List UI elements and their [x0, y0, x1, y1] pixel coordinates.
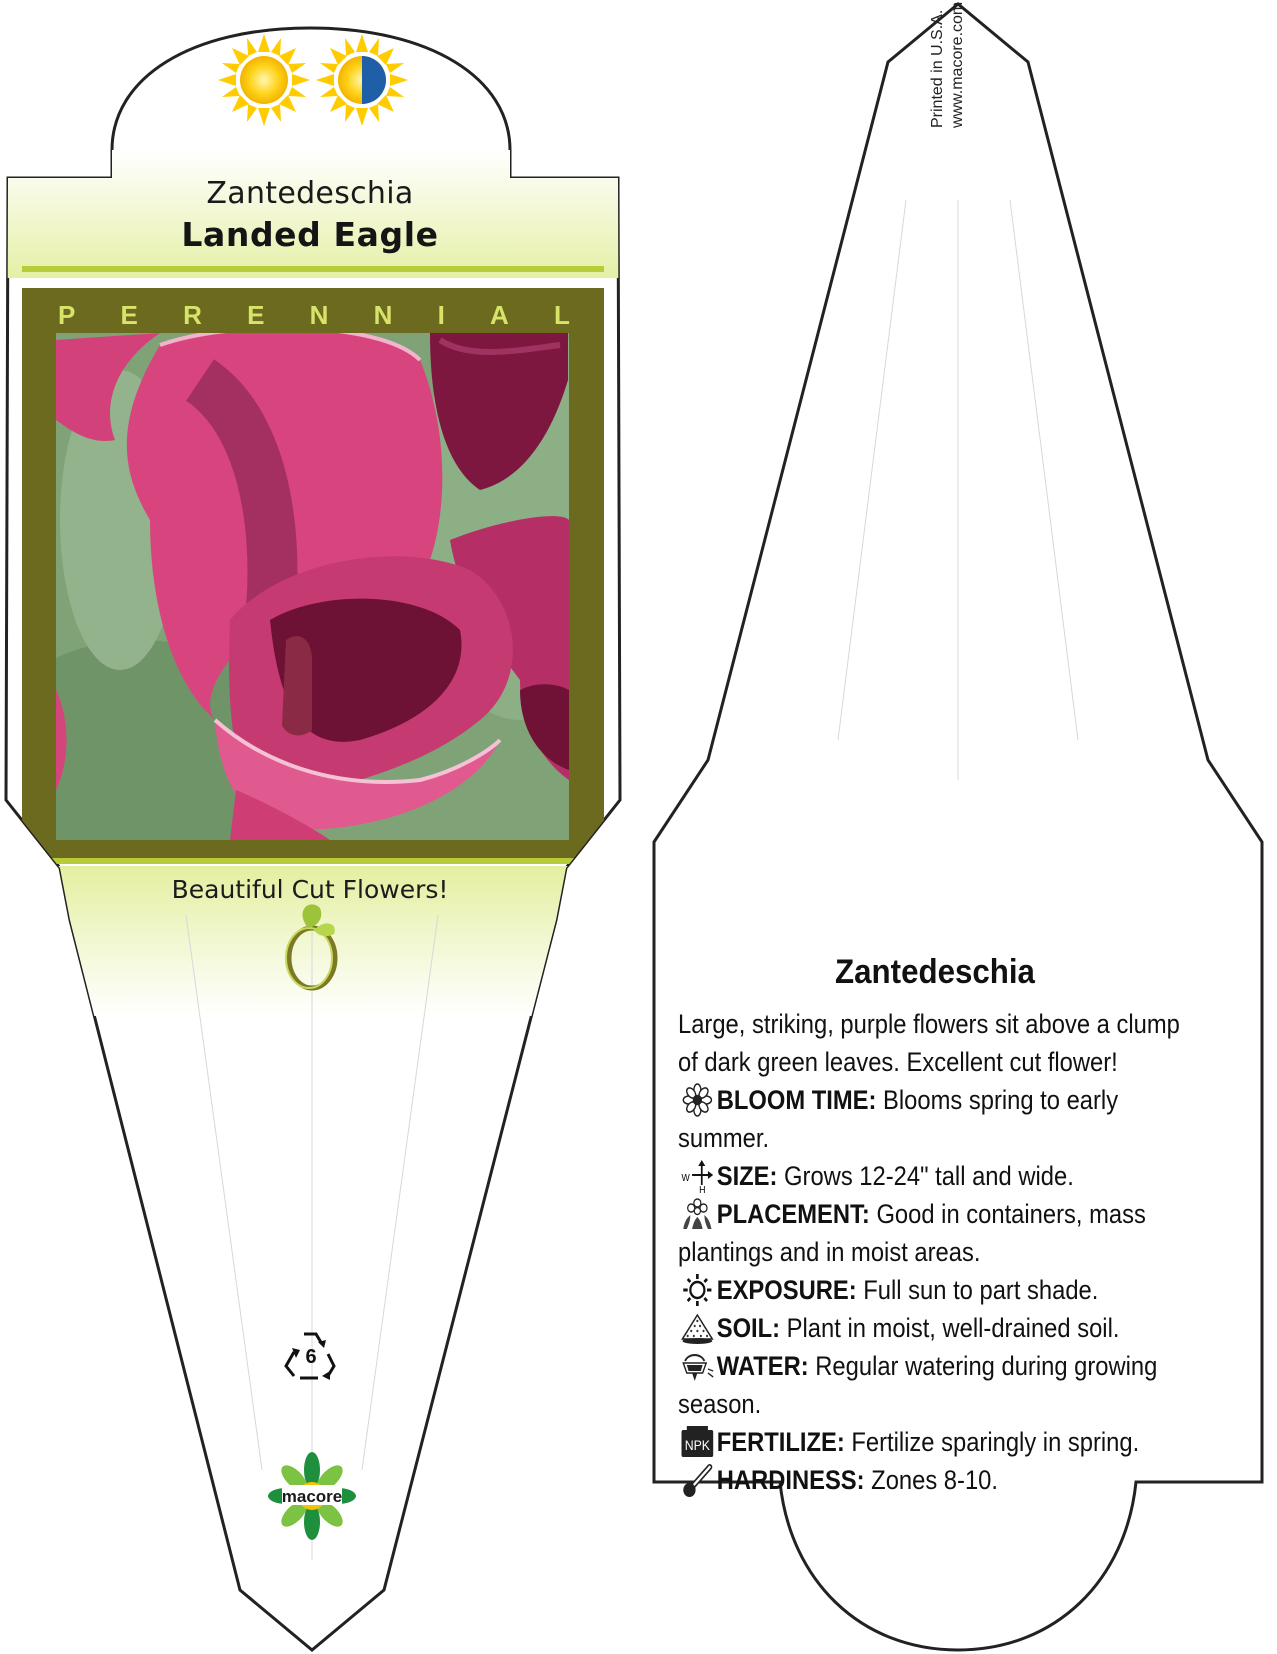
attribute-exposure: [678, 1271, 1204, 1309]
category-letter: A: [490, 300, 509, 330]
front-tag: [0, 28, 640, 1650]
attribute-text: Grows 12-24" tall and wide.: [777, 1161, 1074, 1191]
attribute-water: [678, 1347, 1204, 1423]
attribute-label: FERTILIZE:: [716, 1427, 845, 1457]
variety-name: Landed Eagle: [181, 215, 439, 254]
attribute-bloom: [678, 1081, 1204, 1157]
attribute-label: EXPOSURE:: [716, 1275, 857, 1305]
attribute-soil: [678, 1309, 1204, 1347]
recycle-number: 6: [305, 1346, 317, 1368]
npk-text: NPK: [684, 1437, 711, 1454]
attribute-label: BLOOM TIME:: [716, 1085, 877, 1115]
category-letter: N: [309, 300, 329, 330]
category-letter: P: [58, 300, 76, 330]
care-info: [678, 1005, 1204, 1499]
tagline: Beautiful Cut Flowers!: [171, 875, 449, 904]
description: Large, striking, purple flowers sit above a clump of dark green leaves. Excellent cut flower!: [678, 1009, 1180, 1077]
category-letter: E: [120, 300, 138, 330]
sun-outline-icon: [678, 1271, 717, 1309]
soil-icon: [678, 1309, 717, 1347]
website: www.macore.com: [949, 1, 966, 128]
printed-in: Printed in U.S.A.: [929, 9, 946, 128]
attribute-text: Fertilize sparingly in spring.: [844, 1427, 1140, 1457]
flower-photo: [0, 320, 630, 880]
brand-name: macore: [281, 1487, 343, 1506]
attribute-label: HARDINESS:: [716, 1465, 865, 1495]
attribute-size: [678, 1157, 1204, 1195]
attribute-label: SOIL:: [716, 1313, 781, 1343]
size-w-letter: W: [681, 1171, 690, 1184]
attribute-text: Good in containers, mass plantings and in moist areas.: [678, 1199, 1146, 1267]
category-letter: I: [437, 300, 445, 330]
npk-icon: [678, 1423, 717, 1461]
attribute-text: Blooms spring to early summer.: [678, 1085, 1119, 1153]
watering-can-icon: [678, 1347, 717, 1385]
flower-icon: [678, 1081, 717, 1119]
attribute-fertilize: [678, 1423, 1204, 1461]
attribute-hardiness: [678, 1461, 1204, 1499]
category-letter: R: [183, 300, 202, 330]
attribute-label: PLACEMENT:: [716, 1199, 870, 1229]
size-arrows-icon: [678, 1157, 717, 1195]
thermometer-icon: [678, 1461, 717, 1499]
attribute-placement: [678, 1195, 1204, 1271]
category-label: [58, 300, 570, 330]
placement-icon: [678, 1195, 717, 1233]
attribute-label: SIZE:: [716, 1161, 778, 1191]
back-title: Zantedeschia: [835, 953, 1035, 991]
category-letter: L: [554, 300, 570, 330]
category-letter: E: [247, 300, 265, 330]
attribute-label: WATER:: [716, 1351, 809, 1381]
attribute-text: Regular watering during growing season.: [678, 1351, 1158, 1419]
attribute-text: Full sun to part shade.: [856, 1275, 1099, 1305]
common-name: Zantedeschia: [206, 176, 414, 211]
attribute-text: Plant in moist, well-drained soil.: [780, 1313, 1120, 1343]
size-h-letter: H: [699, 1183, 706, 1193]
printed-info: [928, 2, 968, 128]
attribute-text: Zones 8-10.: [864, 1465, 998, 1495]
category-letter: N: [373, 300, 393, 330]
